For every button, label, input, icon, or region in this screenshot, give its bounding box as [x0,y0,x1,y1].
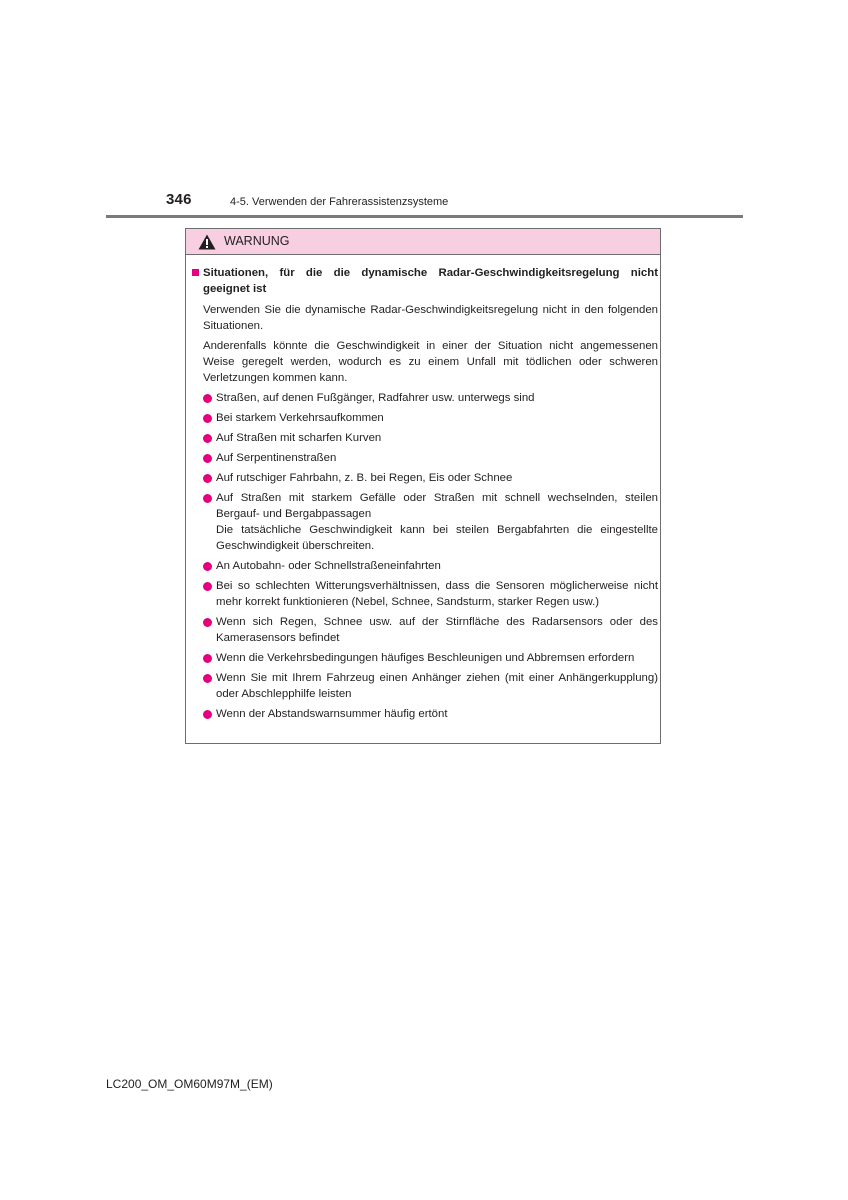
list-item-text: Wenn der Abstandswarnsummer häufig ertönt [216,708,448,720]
square-bullet-icon [192,269,199,276]
list-item [203,450,658,466]
list-item-text: Auf rutschiger Fahrbahn, z. B. bei Regen, Eis oder Schnee [216,472,513,484]
list-item [203,490,658,554]
list-item-note: Die tatsächliche Geschwindigkeit kann bei steilen Bergabfahrten die eingestellte Geschwindigkeit überschreiten. [216,524,658,552]
list-item-text: Bei so schlechten Witterungsverhältnissen, dass die Sensoren möglicherweise nicht mehr korrekt funktionieren (Nebel, Schnee, Sandsturm, starker Regen usw.) [216,580,658,608]
list-item [203,558,658,574]
circle-bullet-icon [203,618,212,627]
list-item [203,650,658,666]
list-item-text: Auf Serpentinenstraßen [216,452,337,464]
document-code: LC200_OM_OM60M97M_(EM) [106,1077,273,1091]
list-item-text: Wenn Sie mit Ihrem Fahrzeug einen Anhänger ziehen (mit einer Anhängerkupplung) oder Abschlepphilfe leisten [216,672,658,700]
warning-box [185,228,661,744]
warning-paragraph: Anderenfalls könnte die Geschwindigkeit in einer der Situation nicht angemessenen Weise geregelt werden, wodurch es zu einem Unfall mit tödlichen oder schweren Verletzungen kommen kann. [203,340,658,384]
list-item [203,410,658,426]
circle-bullet-icon [203,710,212,719]
circle-bullet-icon [203,494,212,503]
warning-paragraph: Verwenden Sie die dynamische Radar-Geschwindigkeitsregelung nicht in den folgenden Situationen. [203,304,658,332]
situation-list [190,390,658,722]
list-item [203,390,658,406]
section-title: 4-5. Verwenden der Fahrerassistenzsysteme [230,196,449,208]
list-item [203,614,658,646]
warning-heading [190,265,658,297]
list-item [203,430,658,446]
warning-triangle-icon [198,234,216,250]
list-item [203,706,658,722]
circle-bullet-icon [203,674,212,683]
circle-bullet-icon [203,434,212,443]
list-item-text: Wenn die Verkehrsbedingungen häufiges Beschleunigen und Abbremsen erfordern [216,652,635,664]
circle-bullet-icon [203,454,212,463]
header-divider [106,215,743,218]
list-item [203,670,658,702]
warning-content [190,265,658,726]
warning-header [186,229,660,255]
list-item [203,470,658,486]
circle-bullet-icon [203,654,212,663]
warning-heading-text: Situationen, für die die dynamische Radar-Geschwindigkeitsregelung nicht geeignet ist [203,267,658,295]
list-item-text: Straßen, auf denen Fußgänger, Radfahrer usw. unterwegs sind [216,392,535,404]
list-item-text [216,490,658,554]
list-item-text: Bei starkem Verkehrsaufkommen [216,412,384,424]
list-item [203,578,658,610]
circle-bullet-icon [203,414,212,423]
circle-bullet-icon [203,394,212,403]
list-item-text: Auf Straßen mit scharfen Kurven [216,432,382,444]
circle-bullet-icon [203,582,212,591]
page-number: 346 [166,191,192,208]
list-item-text: An Autobahn- oder Schnellstraßeneinfahrten [216,560,441,572]
list-item-main-text: Auf Straßen mit starkem Gefälle oder Straßen mit schnell wechselnden, steilen Bergauf- und Bergabpassagen [216,492,658,520]
circle-bullet-icon [203,474,212,483]
circle-bullet-icon [203,562,212,571]
warning-title: WARNUNG [224,234,290,248]
list-item-text: Wenn sich Regen, Schnee usw. auf der Stirnfläche des Radarsensors oder des Kamerasensors befindet [216,616,658,644]
